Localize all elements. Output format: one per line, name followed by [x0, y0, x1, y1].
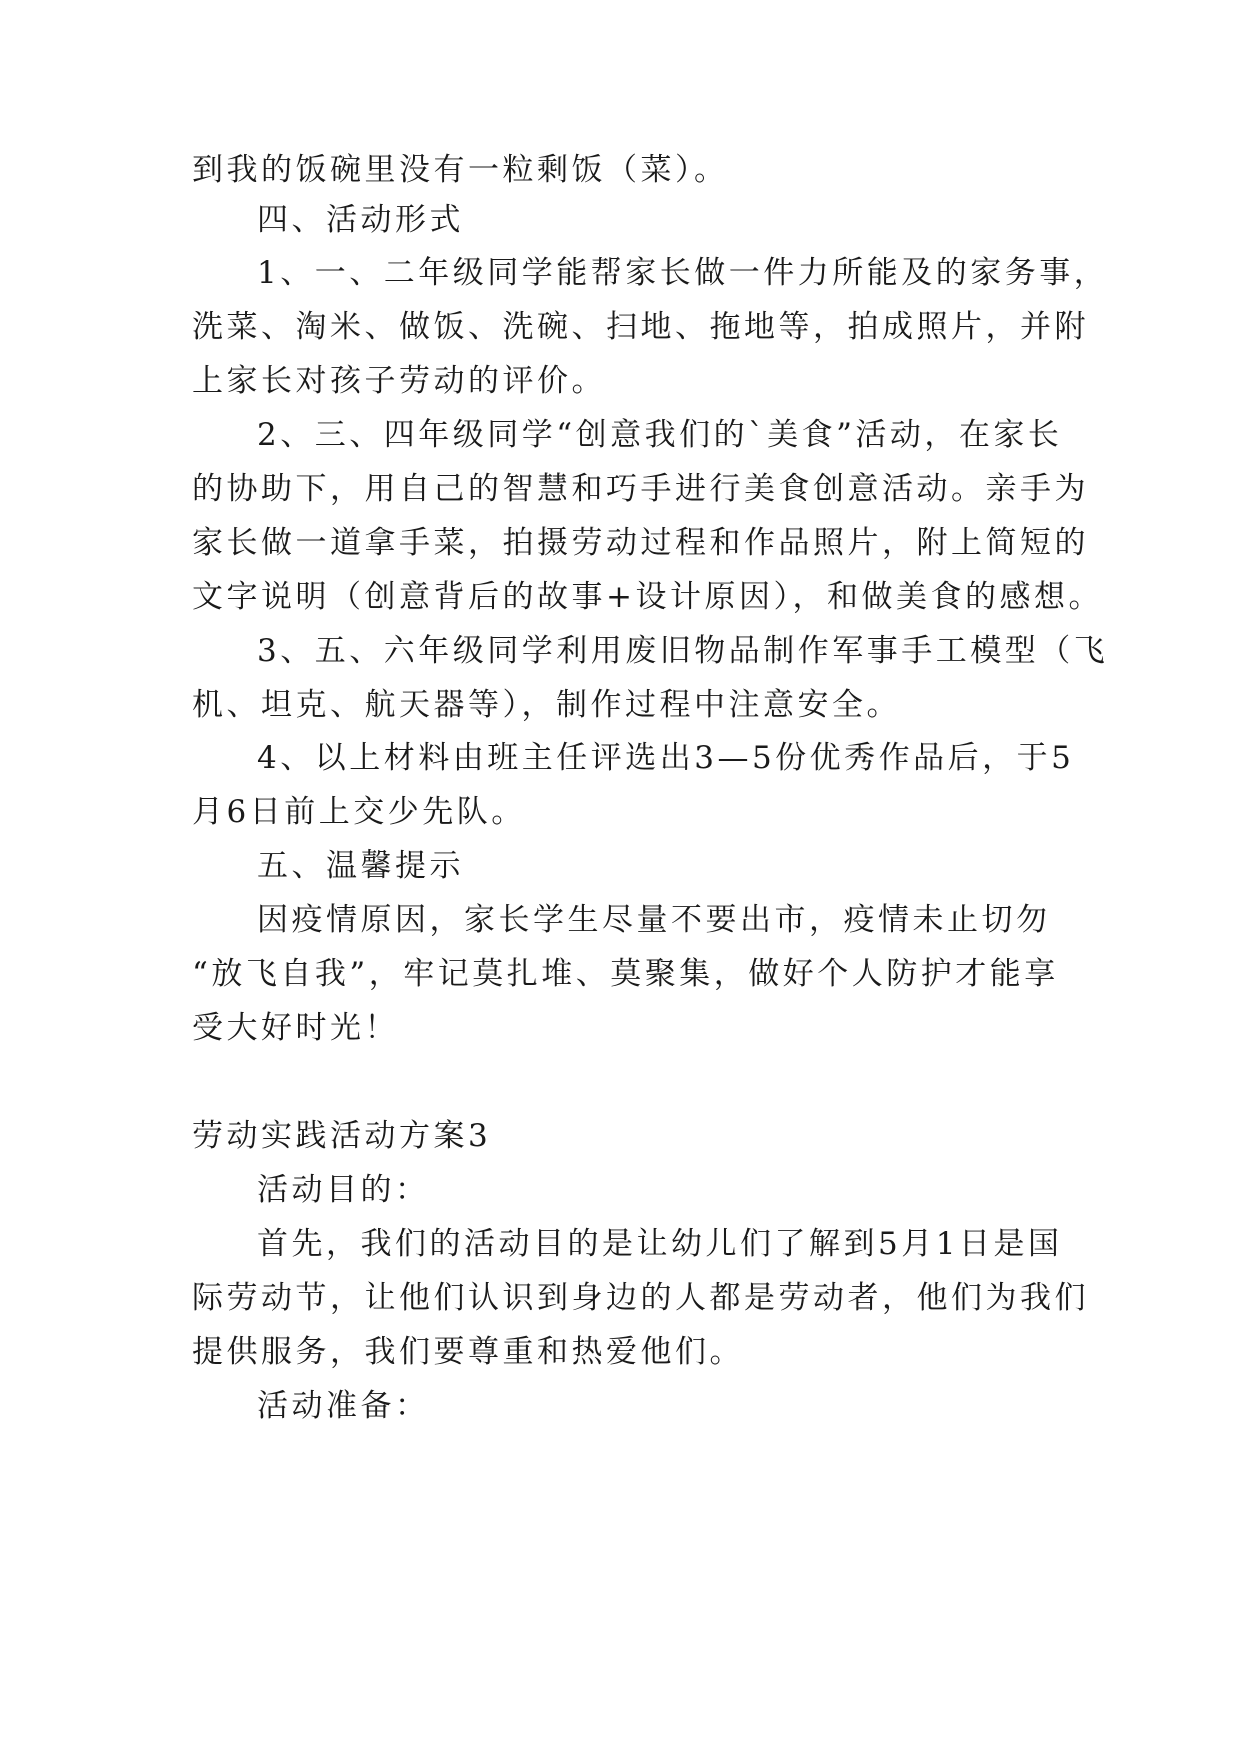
list-item-1-line: 1、一、二年级同学能帮家长做一件力所能及的家务事，	[257, 255, 1109, 291]
list-item-4-line: 月6日前上交少先队。	[192, 794, 526, 830]
paragraph-line: 因疫情原因，家长学生尽量不要出市，疫情未止切勿	[257, 902, 1051, 938]
section-heading-activity-form: 四、活动形式	[257, 202, 464, 238]
list-item-3-line: 3、五、六年级同学利用废旧物品制作军事手工模型（飞	[257, 633, 1109, 669]
paragraph-line: 际劳动节，让他们认识到身边的人都是劳动者，他们为我们	[192, 1280, 1089, 1316]
section-title: 劳动实践活动方案3	[192, 1118, 492, 1154]
subheading-activity-preparation: 活动准备：	[257, 1388, 430, 1424]
list-item-2-line: 的协助下，用自己的智慧和巧手进行美食创意活动。亲手为	[192, 471, 1089, 507]
list-item-3-line: 机、坦克、航天器等），制作过程中注意安全。	[192, 687, 901, 723]
section-heading-tips: 五、温馨提示	[257, 848, 464, 884]
paragraph-line: 首先，我们的活动目的是让幼儿们了解到5月1日是国	[257, 1226, 1063, 1262]
paragraph-line: 到我的饭碗里没有一粒剩饭（菜）。	[192, 152, 729, 188]
paragraph-line: 提供服务，我们要尊重和热爱他们。	[192, 1334, 744, 1370]
list-item-2-line: 2、三、四年级同学“创意我们的`美食”活动，在家长	[257, 417, 1063, 453]
paragraph-line: “放飞自我”，牢记莫扎堆、莫聚集，做好个人防护才能享	[192, 956, 1059, 992]
subheading-activity-purpose: 活动目的：	[257, 1172, 430, 1208]
list-item-4-line: 4、以上材料由班主任评选出3—5份优秀作品后，于5	[257, 740, 1075, 776]
list-item-1-line: 上家长对孩子劳动的评价。	[192, 363, 606, 399]
list-item-2-line: 家长做一道拿手菜，拍摄劳动过程和作品照片，附上简短的	[192, 525, 1089, 561]
list-item-1-line: 洗菜、淘米、做饭、洗碗、扫地、拖地等，拍成照片，并附	[192, 309, 1089, 345]
list-item-2-line: 文字说明（创意背后的故事+设计原因），和做美食的感想。	[192, 579, 1103, 615]
paragraph-line: 受大好时光！	[192, 1010, 399, 1046]
